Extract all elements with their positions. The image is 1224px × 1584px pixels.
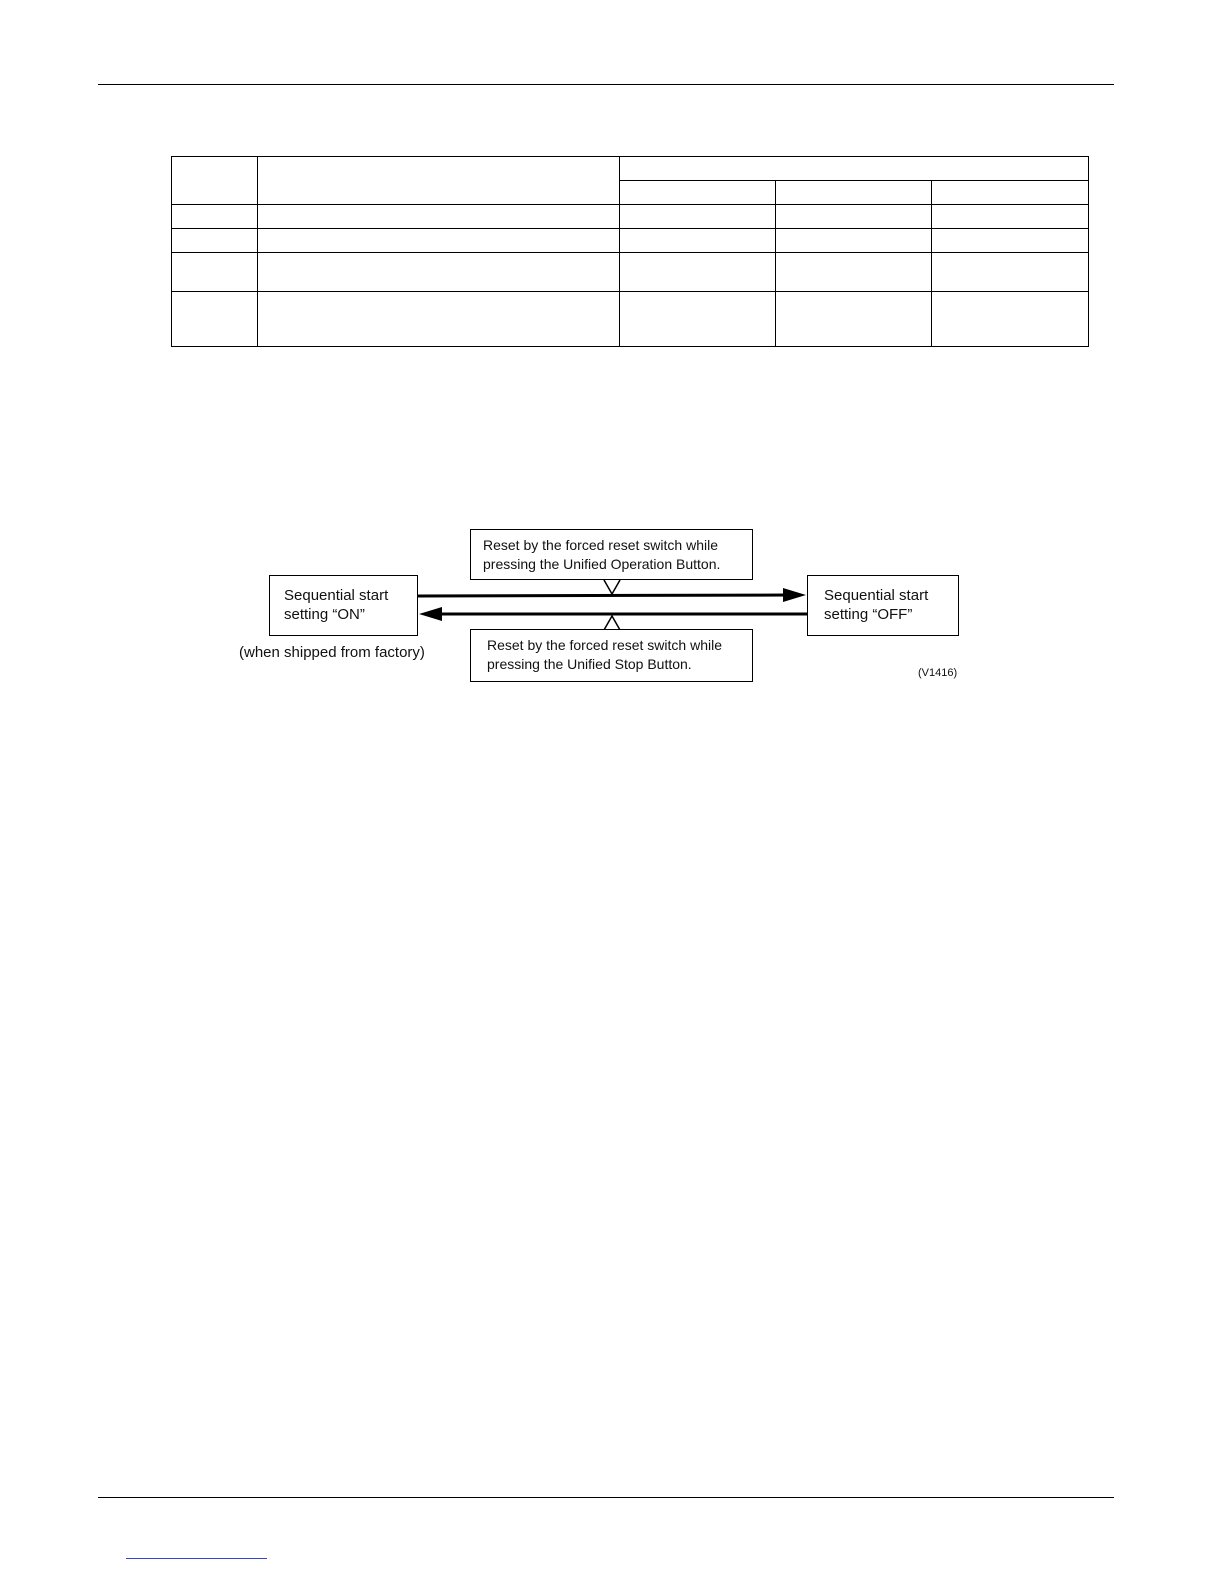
callout-pointer-bottom xyxy=(604,616,620,630)
table-row xyxy=(172,205,1089,229)
table-row xyxy=(172,229,1089,253)
table-cell xyxy=(932,292,1089,347)
arrow-on-to-off xyxy=(418,595,790,596)
box-off-line1: Sequential start xyxy=(824,587,929,604)
sequential-start-off-box xyxy=(807,575,959,636)
callout-top-line2: pressing the Unified Operation Button. xyxy=(483,556,721,572)
arrowhead-left-icon xyxy=(419,607,442,621)
footer-link-underline[interactable] xyxy=(126,1558,267,1559)
table-cell xyxy=(620,253,776,292)
table-cell xyxy=(258,253,620,292)
callout-top-line1: Reset by the forced reset switch while xyxy=(483,537,718,553)
callout-bottom-line1: Reset by the forced reset switch while xyxy=(487,637,722,653)
box-on-line1: Sequential start xyxy=(284,587,389,604)
table-cell xyxy=(776,205,932,229)
table-cell xyxy=(776,229,932,253)
header-rule xyxy=(98,84,1114,85)
table-header-row xyxy=(172,157,1089,181)
factory-default-note: (when shipped from factory) xyxy=(239,644,425,661)
table-cell xyxy=(932,181,1089,205)
table-cell xyxy=(776,253,932,292)
settings-table xyxy=(171,156,1089,347)
table-cell xyxy=(620,157,1089,181)
figure-id: (V1416) xyxy=(918,667,958,679)
table-cell xyxy=(172,292,258,347)
sequential-start-on-box xyxy=(269,575,418,636)
table-cell xyxy=(932,205,1089,229)
callout-operation-reset xyxy=(470,529,753,580)
table-row xyxy=(172,253,1089,292)
table-cell xyxy=(620,181,776,205)
table-cell xyxy=(776,292,932,347)
table-cell xyxy=(172,253,258,292)
table-cell xyxy=(620,292,776,347)
table-cell xyxy=(258,229,620,253)
table-cell xyxy=(172,157,258,205)
table-cell xyxy=(258,157,620,205)
table-cell xyxy=(932,229,1089,253)
callout-pointer-top xyxy=(604,580,620,594)
table-cell xyxy=(620,229,776,253)
footer-rule xyxy=(98,1497,1114,1498)
table-cell xyxy=(776,181,932,205)
table-cell xyxy=(620,205,776,229)
callout-bottom-line2: pressing the Unified Stop Button. xyxy=(487,656,692,672)
box-off-line2: setting “OFF” xyxy=(824,606,913,623)
table-cell xyxy=(172,205,258,229)
table-cell xyxy=(258,292,620,347)
box-on-line2: setting “ON” xyxy=(284,606,365,623)
table-cell xyxy=(258,205,620,229)
table-row xyxy=(172,292,1089,347)
table-cell xyxy=(172,229,258,253)
callout-stop-reset xyxy=(470,629,753,682)
arrowhead-right-icon xyxy=(783,588,806,602)
table-cell xyxy=(932,253,1089,292)
